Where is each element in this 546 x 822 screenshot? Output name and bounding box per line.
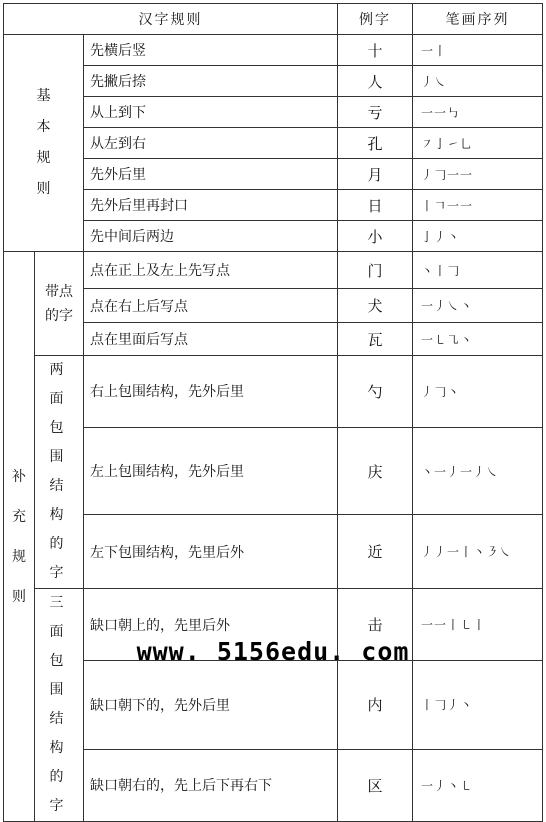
stroke-sequence: 丿𠃌丶 bbox=[413, 356, 543, 428]
table-row bbox=[4, 749, 543, 821]
stroke-sequence: 丶丨𠃌 bbox=[413, 252, 543, 289]
stroke-sequence: 丨𠃌丿丶 bbox=[413, 661, 543, 749]
section-label: 两面包围结构的字 bbox=[35, 356, 84, 589]
rule-text: 从上到下 bbox=[84, 97, 338, 128]
table-header-row bbox=[4, 4, 543, 35]
rule-text: 先中间后两边 bbox=[84, 221, 338, 252]
stroke-sequence: 亅丿丶 bbox=[413, 221, 543, 252]
section-label: 带点的字 bbox=[35, 252, 84, 356]
table-row bbox=[4, 252, 543, 289]
rule-text: 点在正上及左上先写点 bbox=[84, 252, 338, 289]
header-rule: 汉字规则 bbox=[4, 4, 338, 35]
table-row bbox=[4, 427, 543, 515]
rule-text: 从左到右 bbox=[84, 128, 338, 159]
section-label: 三面包围结构的字 bbox=[35, 589, 84, 822]
example-char: 月 bbox=[338, 159, 413, 190]
stroke-sequence: 丶一丿一丿㇏ bbox=[413, 427, 543, 515]
table-row bbox=[4, 128, 543, 159]
stroke-sequence: 一丿㇏丶 bbox=[413, 289, 543, 323]
example-char: 勺 bbox=[338, 356, 413, 428]
rule-text: 缺口朝上的，先里后外 bbox=[84, 589, 338, 661]
stroke-sequence: 一一㇉ bbox=[413, 97, 543, 128]
example-char: 小 bbox=[338, 221, 413, 252]
stroke-sequence: ㇇亅㇀乚 bbox=[413, 128, 543, 159]
table-row bbox=[4, 159, 543, 190]
stroke-sequence: 一㇄㇈丶 bbox=[413, 323, 543, 356]
example-char: 亏 bbox=[338, 97, 413, 128]
example-char: 十 bbox=[338, 35, 413, 66]
table-row bbox=[4, 661, 543, 749]
rule-text: 先外后里再封口 bbox=[84, 190, 338, 221]
table-row bbox=[4, 323, 543, 356]
table-row bbox=[4, 356, 543, 428]
table-row bbox=[4, 97, 543, 128]
rule-text: 点在右上后写点 bbox=[84, 289, 338, 323]
table-row bbox=[4, 289, 543, 323]
example-char: 内 bbox=[338, 661, 413, 749]
example-char: 犬 bbox=[338, 289, 413, 323]
stroke-sequence: 丿㇏ bbox=[413, 66, 543, 97]
stroke-sequence: 一丨 bbox=[413, 35, 543, 66]
stroke-sequence: 丨𠃍一一 bbox=[413, 190, 543, 221]
header-example: 例字 bbox=[338, 4, 413, 35]
example-char: 近 bbox=[338, 515, 413, 589]
table-row bbox=[4, 35, 543, 66]
rule-text: 缺口朝下的，先外后里 bbox=[84, 661, 338, 749]
example-char: 孔 bbox=[338, 128, 413, 159]
example-char: 击 bbox=[338, 589, 413, 661]
header-strokes: 笔画序列 bbox=[413, 4, 543, 35]
example-char: 区 bbox=[338, 749, 413, 821]
example-char: 门 bbox=[338, 252, 413, 289]
stroke-sequence: 丿丿一丨丶㇋㇏ bbox=[413, 515, 543, 589]
rule-text: 点在里面后写点 bbox=[84, 323, 338, 356]
stroke-sequence: 一一丨㇄丨 bbox=[413, 589, 543, 661]
example-char: 瓦 bbox=[338, 323, 413, 356]
rule-text: 右上包围结构，先外后里 bbox=[84, 356, 338, 428]
rule-text: 先外后里 bbox=[84, 159, 338, 190]
table-row bbox=[4, 221, 543, 252]
site-watermark: www. 5156edu. com bbox=[136, 637, 410, 666]
example-char: 庆 bbox=[338, 427, 413, 515]
table-row bbox=[4, 515, 543, 589]
stroke-order-table bbox=[3, 3, 543, 822]
rule-text: 缺口朝右的，先上后下再右下 bbox=[84, 749, 338, 821]
stroke-sequence: 一丿丶㇄ bbox=[413, 749, 543, 821]
stroke-sequence: 丿𠃌一一 bbox=[413, 159, 543, 190]
rule-text: 先横后竖 bbox=[84, 35, 338, 66]
rule-text: 左上包围结构，先外后里 bbox=[84, 427, 338, 515]
rule-text: 先撇后捺 bbox=[84, 66, 338, 97]
supplement-rules-label: 补充规则 bbox=[4, 252, 35, 822]
example-char: 日 bbox=[338, 190, 413, 221]
rule-text: 左下包围结构，先里后外 bbox=[84, 515, 338, 589]
basic-rules-label: 基本规则 bbox=[4, 35, 84, 252]
table-row bbox=[4, 190, 543, 221]
table-row bbox=[4, 66, 543, 97]
example-char: 人 bbox=[338, 66, 413, 97]
